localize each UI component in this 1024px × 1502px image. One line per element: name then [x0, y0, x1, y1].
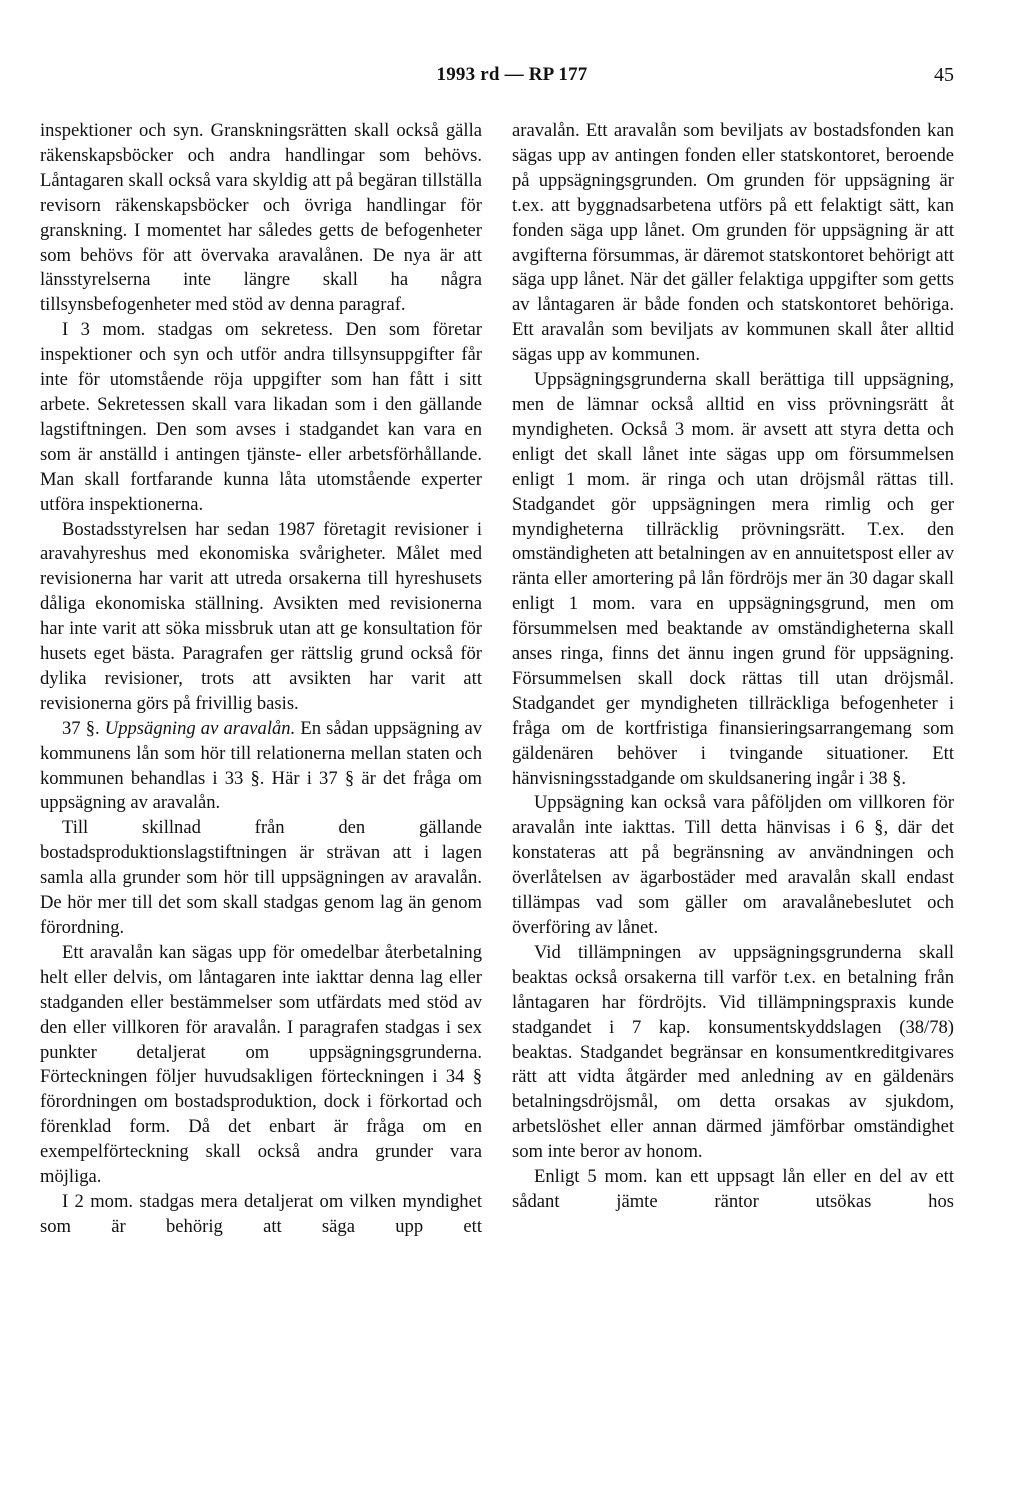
page-header — [0, 64, 1024, 94]
paragraph: Till skillnad från den gällande bostadsproduktionslagstiftningen är strävan att i lagen samla alla grunder som hör till uppsägningen av aravalån. De hör mer till det som skall stadgas genom lag än genom förordning. — [40, 817, 482, 938]
paragraph: Uppsägningsgrunderna skall berättiga till uppsägning, men de lämnar också alltid en viss prövningsrätt åt myndigheten. Också 3 mom. är avsett att styra detta och enligt det skall lånet inte sägas upp om försummelsen enligt 1 mom. är ringa och utan dröjsmål rättas till. Stadgandet gör uppsägningen mera rimlig och ger myndigheterna tillräcklig prövningsrätt. T.ex. den omständigheten att betalningen av en annuitetspost eller av ränta eller amortering på lån fördröjs mer än 30 dagar skall enligt 1 mom. vara en uppsägningsgrund, men om försummelsen med beaktande av omständigheterna skall anses ringa, finns det ännu ingen grund för uppsägning. Försummelsen skall dock rättas till utan dröjsmål. Stadgandet ger myndigheten tillräckliga befogenheter i fråga om de kortfristiga finansieringsarrangemang som gäldenären behöver i tvingande situationer. Ett hänvisningsstadgande om skuldsanering ingår i 38 §. — [512, 369, 954, 789]
left-column — [40, 119, 482, 1240]
paragraph: Uppsägning kan också vara påföljden om villkoren för aravalån inte iakttas. Till detta hänvisas i 6 §, där det konstateras att på begränsning av användningen och överlåtelsen av ägarbostäder med aravalån skall endast tillämpas vad som gäller om aravalånebeslutet och överföring av lånet. — [512, 792, 954, 938]
running-title: 1993 rd — RP 177 — [436, 64, 588, 85]
section-heading: Uppsägning av aravalån. — [104, 717, 296, 739]
paragraph: I 3 mom. stadgas om sekretess. Den som företar inspektioner och syn och utför andra tillsynsuppgifter får inte för utomstående röja uppgifter som han fått i sitt arbete. Sekretessen skall vara likadan som i den gällande lagstiftningen. Den som avses i stadgandet kan vara en som är anställd i antingen tjänste- eller arbetsförhållande. Man skall fortfarande kunna låta utomstående experter utföra inspektionerna. — [40, 319, 482, 515]
paragraph: I 2 mom. stadgas mera detaljerat om vilken myndighet som är behörig att säga upp ett — [40, 1190, 482, 1237]
paragraph: Ett aravalån kan sägas upp för omedelbar återbetalning helt eller delvis, om låntagaren inte iakttar denna lag eller stadganden eller bestämmelser som utfärdats med stöd av den eller villkoren för aravalån. I paragrafen stadgas i sex punkter detaljerat om uppsägningsgrunderna. Förteckningen följer huvudsakligen förteckningen i 34 § förordningen om bostadsproduktion, dock i förkortad och förenklad form. Då det enbart är fråga om en exempelförteckning skall också andra grunder vara möjliga. — [40, 941, 482, 1188]
section-text: En sådan uppsägning av kommunens lån som hör till relationerna mellan staten och kommunen behandlas i 33 §. Här i 37 § är det fråga om uppsägning av aravalån. — [40, 717, 483, 814]
paragraph: Vid tillämpningen av uppsägningsgrunderna skall beaktas också orsakerna till varför t.ex. en betalning från låntagaren har fördröjts. Vid tillämpningspraxis kunde stadgandet i 7 kap. konsumentskyddslagen (38/78) beaktas. Stadgandet begränsar en konsumentkreditgivares rätt att vidta åtgärder med anledning av en gäldenärs betalningsdröjsmål, om detta orsakas av sjukdom, arbetslöshet eller annan därmed jämförbar omständighet som inte beror av honom. — [512, 941, 954, 1163]
paragraph-section-37 — [40, 717, 482, 817]
paragraph: Enligt 5 mom. kan ett uppsagt lån eller en del av ett sådant jämte räntor utsökas hos — [512, 1166, 954, 1212]
paragraph: aravalån. Ett aravalån som beviljats av bostadsfonden kan sägas upp av antingen fonden eller statskontoret, beroende på uppsägningsgrunden. Om grunden för uppsägning är t.ex. att byggnadsarbetena utförs på ett felaktigt sätt, kan fonden säga upp lånet. Om grunden för uppsägning är att avgifterna försummas, är däremot statskontoret behörigt att säga upp lånet. När det gäller felaktiga uppgifter som getts av låntagaren är både fonden och statskontoret behöriga. Ett aravalån som beviljats av kommunen skall åter alltid sägas upp av kommunen. — [512, 120, 954, 366]
paragraph: Bostadsstyrelsen har sedan 1987 företagit revisioner i aravahyreshus med ekonomiska svårigheter. Målet med revisionerna har varit att utreda orsakerna till hyreshusets dåliga ekonomiska ställning. Avsikten med revisionerna har inte varit att söka missbruk utan att ge konsultation för husets eget bästa. Paragrafen ger rättslig grund också för dylika revisioner, trots att avsikten har varit att revisionerna görs på frivillig basis. — [40, 518, 482, 714]
page-number: 45 — [934, 64, 954, 86]
section-number: 37 §. — [62, 717, 100, 739]
paragraph: inspektioner och syn. Granskningsrätten skall också gälla räkenskapsböcker och andra handlingar som behövs. Låntagaren skall också vara skyldig att på begäran tillställa revisorn räkenskapsböcker och övriga handlingar för granskning. I momentet har således getts de befogenheter som behövs för att övervaka aravalånen. De nya är att länsstyrelserna inte längre skall ha några tillsynsbefogenheter med stöd av denna paragraf. — [40, 120, 482, 316]
right-column — [512, 119, 954, 1215]
